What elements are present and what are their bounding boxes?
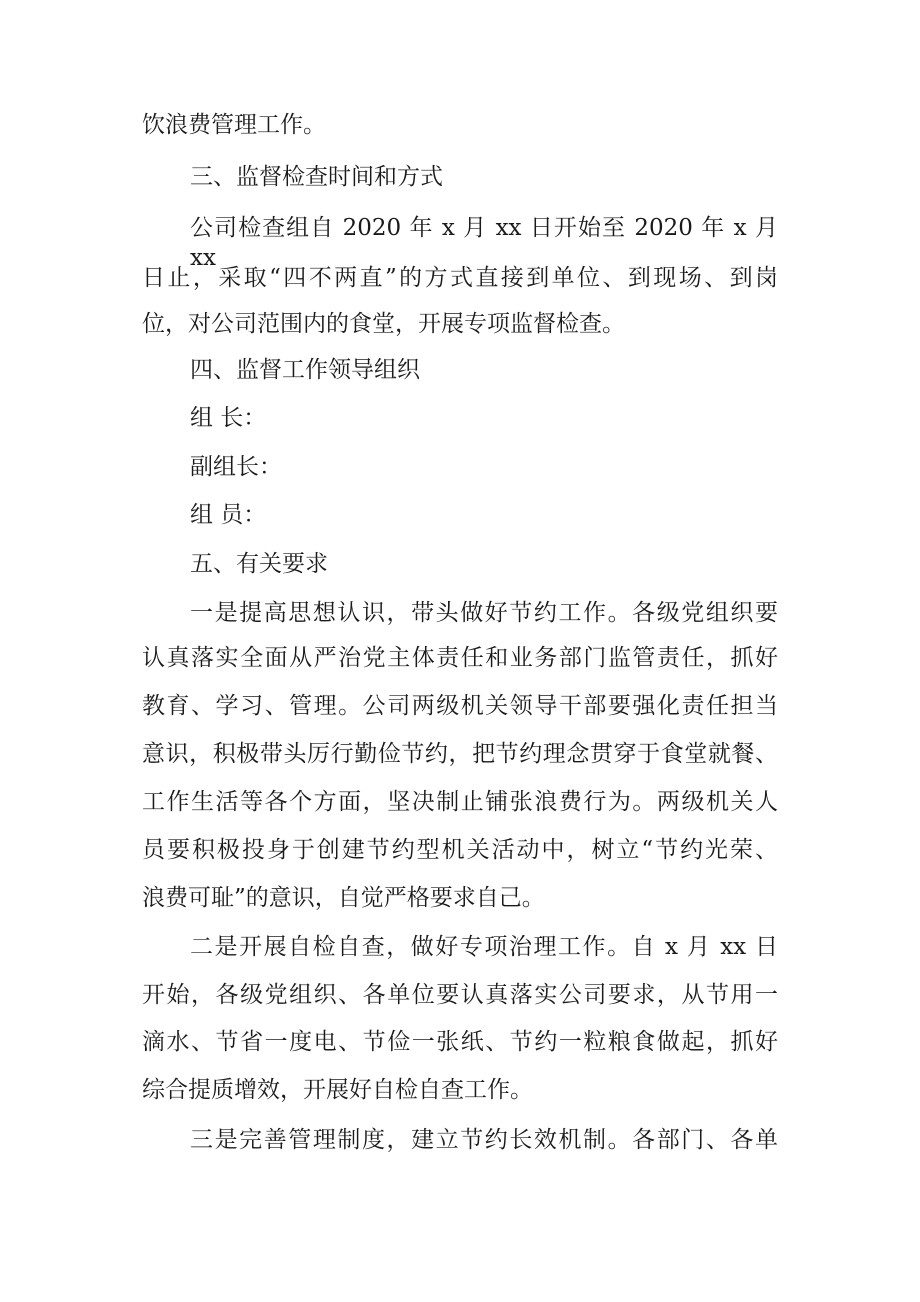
paragraph-line: 公司检查组自 2020 年 x 月 xx 日开始至 2020 年 x 月 xx: [190, 215, 778, 271]
role-label: 组 员：: [190, 502, 267, 528]
role-label: 副组长：: [190, 454, 282, 480]
paragraph-line: 浪费可耻”的意识，自觉严格要求自己。: [142, 885, 545, 911]
paragraph-line: 滴水、节省一度电、节俭一张纸、节约一粒粮食做起，抓好: [142, 1029, 778, 1055]
paragraph-line: 一是提高思想认识，带头做好节约工作。各级党组织要: [190, 600, 778, 626]
paragraph-line: 综合提质增效，开展好自检自查工作。: [142, 1077, 533, 1103]
paragraph-line: 位，对公司范围内的食堂，开展专项监督检查。: [142, 311, 625, 337]
section-heading: 四、监督工作领导组织: [190, 357, 420, 383]
section-heading: 三、监督检查时间和方式: [190, 164, 443, 190]
role-label: 组 长：: [190, 405, 267, 431]
paragraph-line: 工作生活等各个方面，坚决制止铺张浪费行为。两级机关人: [142, 789, 778, 815]
section-heading: 五、有关要求: [190, 551, 328, 577]
paragraph-line: 教育、学习、管理。公司两级机关领导干部要强化责任担当: [142, 693, 778, 719]
paragraph-line: 饮浪费管理工作。: [142, 112, 326, 138]
paragraph-line: 开始，各级党组织、各单位要认真落实公司要求，从节用一: [142, 982, 778, 1008]
paragraph-line: 日止，采取“四不两直”的方式直接到单位、到现场、到岗: [142, 265, 778, 291]
paragraph-line: 意识，积极带头厉行勤俭节约，把节约理念贯穿于食堂就餐、: [142, 741, 778, 767]
paragraph-line: 员要积极投身于创建节约型机关活动中，树立“节约光荣、: [142, 837, 778, 863]
paragraph-line: 三是完善管理制度，建立节约长效机制。各部门、各单: [190, 1127, 778, 1153]
paragraph-line: 认真落实全面从严治党主体责任和业务部门监管责任，抓好: [142, 645, 778, 671]
paragraph-line: 二是开展自检自查，做好专项治理工作。自 x 月 xx 日: [190, 934, 778, 960]
